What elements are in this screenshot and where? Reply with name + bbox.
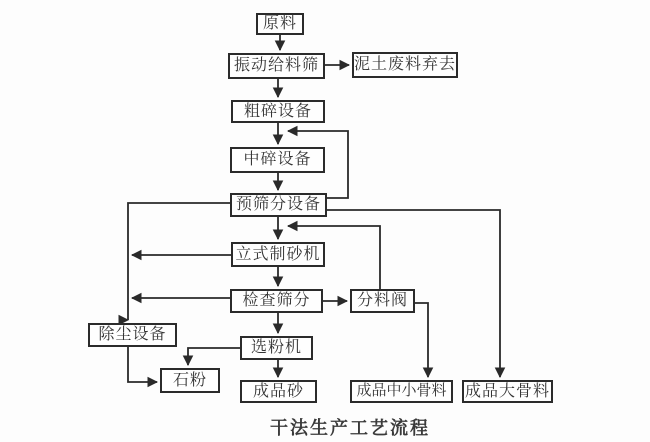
node-dust-removal: 除尘设备 bbox=[88, 323, 177, 347]
node-finished-medium-small-aggregate: 成品中小骨料 bbox=[350, 380, 453, 403]
diagram-title: 干法生产工艺流程 bbox=[270, 418, 430, 438]
node-raw-material: 原料 bbox=[256, 13, 304, 35]
edge-separator-to-stonepowder bbox=[188, 348, 240, 365]
node-stone-powder: 石粉 bbox=[160, 368, 220, 393]
node-coarse-crusher: 粗碎设备 bbox=[231, 100, 325, 123]
node-distribution-valve: 分料阀 bbox=[350, 289, 415, 313]
edge-dust-to-stonepowder bbox=[128, 347, 157, 382]
node-medium-crusher: 中碎设备 bbox=[230, 147, 325, 173]
node-finished-sand: 成品砂 bbox=[240, 380, 317, 403]
node-finished-large-aggregate: 成品大骨料 bbox=[462, 380, 553, 403]
node-waste-discard: 泥土废料弃去 bbox=[352, 52, 458, 78]
node-powder-separator: 选粉机 bbox=[240, 336, 313, 360]
edge-prescreen-to-dust bbox=[128, 203, 230, 320]
node-vertical-sand-maker: 立式制砂机 bbox=[231, 242, 325, 267]
edge-valve-to-medium-small-aggregate bbox=[415, 303, 428, 377]
node-pre-screening: 预筛分设备 bbox=[230, 193, 327, 217]
node-vibrating-feeder: 振动给料筛 bbox=[228, 53, 325, 79]
node-check-screening: 检查筛分 bbox=[230, 289, 323, 313]
